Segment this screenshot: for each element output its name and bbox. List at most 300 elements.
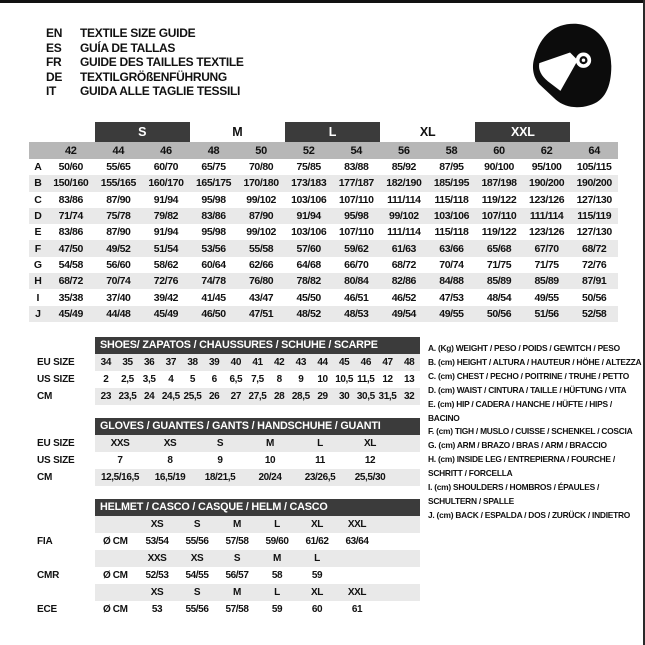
measure-row (29, 208, 618, 224)
measure-row (29, 257, 618, 273)
shoes-cell: 11,5 (357, 373, 375, 385)
measure-cell: 127/130 (576, 193, 612, 206)
measure-cell: 47/50 (58, 242, 83, 255)
measure-row (29, 289, 618, 305)
measure-cell: 71/75 (486, 258, 512, 271)
gloves-cell: L (317, 437, 323, 449)
measure-cell: 155/165 (100, 177, 136, 190)
helmet-size-cell: XS (150, 586, 164, 598)
helmet-size-cell: XXL (347, 518, 367, 530)
helmet-value-row (35, 567, 420, 584)
measure-cell: 41/45 (201, 291, 226, 304)
helmet-size-row-spacer (35, 584, 95, 601)
measure-cell: 37/40 (106, 291, 131, 304)
shoes-cell: 24,5 (161, 390, 180, 402)
gloves-cell: 20/24 (258, 471, 282, 483)
measure-cell: 62/66 (248, 258, 274, 271)
measure-cell: 68/72 (391, 258, 416, 271)
helmet-icon (523, 14, 619, 116)
row-letter: G (33, 258, 43, 271)
measure-cell: 45/49 (153, 307, 179, 320)
shoes-cell: 3,5 (142, 373, 156, 385)
measure-cell: 182/190 (386, 177, 422, 190)
language-code: EN (46, 26, 63, 40)
gloves-cell: 9 (217, 454, 223, 466)
language-code: DE (46, 69, 63, 84)
helmet-size-row (35, 550, 420, 567)
measure-cell: 95/98 (201, 193, 226, 206)
legend-item: H. (cm) INSIDE LEG / ENTREPIERNA / FOURCHE / SCHRITT / FORCELLA (428, 454, 615, 479)
measure-cell: 173/183 (291, 177, 327, 190)
gloves-cell: 8 (167, 454, 173, 466)
shoes-cell: 41 (252, 356, 263, 368)
letter-column-spacer (29, 142, 47, 159)
measure-cell: 111/114 (387, 226, 421, 239)
measure-cell: 115/118 (434, 193, 469, 206)
helmet-size-row-spacer (35, 516, 95, 533)
measure-cell: 79/82 (153, 210, 179, 223)
helmet-value-cell: 53/54 (145, 535, 169, 547)
shoes-cell: 39 (208, 356, 220, 368)
measure-cell: 87/90 (106, 226, 131, 239)
shoes-cell: 12 (382, 373, 393, 385)
gloves-row-cells (95, 435, 420, 452)
helmet-diam-label: Ø CM (103, 535, 128, 547)
main-table-body (29, 159, 618, 322)
shoes-cell: 36 (143, 356, 155, 368)
row-letter: F (34, 242, 42, 255)
measure-cell: 165/175 (195, 177, 232, 190)
measure-row (29, 224, 618, 240)
helmet-value-cell: 59/60 (265, 535, 289, 547)
language-label: GUÍA DE TALLAS (80, 40, 176, 55)
gloves-row-label: CM (37, 471, 53, 483)
measure-cell: 75/85 (296, 161, 321, 174)
measure-cell: 67/70 (534, 242, 559, 255)
language-label: GUIDA ALLE TAGLIE TESSILI (80, 84, 241, 99)
gloves-row (35, 452, 420, 469)
helmet-value-cells (95, 533, 420, 550)
helmet-size-cells (95, 516, 420, 533)
measure-cell: 43/47 (248, 291, 274, 304)
shoes-cell: 31,5 (378, 390, 397, 402)
shoes-cell: 10,5 (335, 373, 354, 385)
helmet-size-cell: S (193, 518, 201, 530)
helmet-size-cell: M (233, 586, 241, 598)
measure-cell: 71/75 (534, 258, 559, 271)
shoes-cell: 29 (317, 390, 328, 402)
size-header-cell: 48 (207, 144, 220, 157)
helmet-value-row (35, 601, 420, 618)
measure-cell: 82/86 (391, 275, 416, 288)
measure-cell: 78/82 (296, 275, 321, 288)
shoes-row-cells (95, 371, 420, 388)
size-header-cell: 58 (445, 144, 458, 157)
gloves-cell: 11 (315, 454, 325, 466)
measure-cell: 119/122 (481, 193, 517, 206)
measure-cell: 80/84 (344, 275, 369, 288)
row-letter: D (34, 210, 42, 223)
measure-cell: 74/78 (201, 275, 226, 288)
helmet-size-cell: L (314, 552, 320, 564)
measure-cell: 105/115 (576, 161, 612, 174)
measure-cell: 83/88 (344, 161, 369, 174)
size-header-cell: 44 (112, 144, 125, 157)
shoes-row-label: US SIZE (37, 373, 75, 385)
helmet-org-label: ECE (37, 603, 57, 615)
measure-cell: 53/56 (201, 242, 226, 255)
measure-cell: 60/64 (201, 258, 226, 271)
shoes-cell: 48 (403, 356, 415, 368)
legend-item: F. (cm) TIGH / MUSLO / CUISSE / SCHENKEL / COSCIA (428, 426, 633, 437)
size-header-cell: 42 (64, 144, 77, 157)
measurement-legend (428, 342, 644, 627)
shoes-cell: 44 (317, 356, 328, 368)
helmet-size-cell: S (233, 552, 241, 564)
measure-cell: 44/48 (106, 307, 131, 320)
helmet-value-cell: 56/57 (225, 569, 249, 581)
measure-cell: 59/62 (344, 242, 369, 255)
measure-cell: 70/74 (439, 258, 464, 271)
gloves-row-cells (95, 452, 420, 469)
gloves-row (35, 435, 420, 452)
measure-cell: 68/72 (58, 275, 83, 288)
measure-cell: 170/180 (243, 177, 279, 190)
helmet-value-cell: 55/56 (185, 535, 209, 547)
measure-cell: 49/52 (106, 242, 131, 255)
helmet-value-cells (95, 601, 420, 618)
size-group-xxl: XXL (475, 122, 570, 142)
measure-cell: 72/76 (153, 275, 179, 288)
measure-cell: 58/62 (153, 258, 179, 271)
header (0, 0, 645, 122)
legend-item: J. (cm) BACK / ESPALDA / DOS / ZURÜCK / INDIETRO (428, 509, 631, 520)
measure-cell: 46/51 (344, 291, 369, 304)
measure-cell: 91/94 (153, 193, 179, 206)
gloves-row-cells (95, 469, 420, 486)
measure-cell: 150/160 (53, 177, 89, 190)
measure-cell: 107/110 (481, 210, 517, 223)
shoes-cell: 13 (403, 373, 415, 385)
helmet-value-cell: 59 (311, 569, 323, 581)
legend-item: B. (cm) HEIGHT / ALTURA / HAUTEUR / HÖHE / ALTEZZA (428, 356, 642, 367)
shoes-cell: 2,5 (121, 373, 134, 385)
helmet-value-cell: 52/53 (145, 569, 169, 581)
measure-cell: 48/53 (344, 307, 369, 320)
measure-cell: 91/94 (153, 226, 179, 239)
measure-cell: 66/70 (344, 258, 369, 271)
size-group-spacer (29, 122, 95, 142)
measure-cell: 107/110 (338, 193, 374, 206)
helmet-value-cell: 63/64 (345, 535, 369, 547)
shoes-cell: 27 (230, 390, 241, 402)
legend-item: E. (cm) HIP / CADERA / HANCHE / HÜFTE / HIPS / BACINO (428, 398, 612, 423)
shoes-cell: 10 (317, 373, 328, 385)
measure-cell: 39/42 (153, 291, 179, 304)
shoes-cell: 30 (338, 390, 350, 402)
measure-cell: 99/102 (246, 226, 276, 239)
measure-cell: 64/68 (296, 258, 321, 271)
gloves-cell: 12 (364, 454, 376, 466)
shoes-cell: 34 (100, 356, 111, 368)
measure-cell: 75/78 (106, 210, 131, 223)
measure-cell: 83/86 (58, 193, 83, 206)
shoes-cell: 28,5 (291, 390, 310, 402)
measure-cell: 35/38 (58, 291, 83, 304)
measure-cell: 119/122 (481, 226, 517, 239)
helmet-value-cell: 53 (151, 603, 163, 615)
gloves-cell: M (266, 437, 274, 449)
measure-cell: 103/106 (291, 226, 327, 239)
measure-cell: 72/76 (582, 258, 607, 271)
size-group-m: M (232, 125, 243, 139)
shoes-table (35, 337, 420, 405)
measure-cell: 65/68 (486, 242, 512, 255)
shoes-cell: 8 (276, 373, 282, 385)
shoes-cell: 30,5 (356, 390, 375, 402)
helmet-table (35, 499, 420, 618)
shoes-cell: 40 (230, 356, 241, 368)
measure-cell: 187/198 (481, 177, 517, 190)
helmet-diam-spacer (95, 516, 137, 533)
row-letter: J (35, 307, 41, 320)
size-header-cell: 60 (493, 144, 505, 157)
helmet-size-cell: XS (150, 518, 164, 530)
language-label: GUIDE DES TAILLES TEXTILE (80, 55, 244, 70)
row-letter: E (34, 226, 42, 239)
measure-cell: 71/74 (58, 210, 83, 223)
size-header-cell: 54 (350, 144, 363, 157)
shoes-cell: 7,5 (251, 373, 264, 385)
size-header-row (29, 142, 618, 159)
measure-row (29, 192, 618, 208)
gloves-row-label: US SIZE (37, 454, 75, 466)
shoes-row (35, 371, 420, 388)
shoes-cell: 37 (165, 356, 176, 368)
helmet-table-title: HELMET / CASCO / CASQUE / HELM / CASCO (95, 499, 420, 516)
measure-cell: 95/98 (201, 226, 226, 239)
helmet-size-cell: XL (311, 586, 323, 598)
measure-row (29, 306, 618, 322)
measure-cell: 76/80 (248, 275, 274, 288)
measure-cell: 84/88 (439, 275, 464, 288)
measure-cell: 123/126 (529, 226, 565, 239)
shoes-cell: 2 (103, 373, 109, 385)
size-group-s: S (95, 122, 190, 142)
legend-item: C. (cm) CHEST / PECHO / POITRINE / TRUHE / PETTO (428, 370, 629, 381)
row-letter: B (34, 177, 42, 190)
gloves-cell: 23/26,5 (304, 471, 336, 483)
language-code: IT (46, 84, 57, 99)
shoes-cell: 6 (211, 373, 217, 385)
measure-cell: 99/102 (389, 210, 419, 223)
legend-item: D. (cm) WAIST / CINTURA / TAILLE / HÜFTUNG / VITA (428, 384, 627, 395)
measure-cell: 90/100 (484, 161, 514, 174)
measure-cell: 83/86 (58, 226, 83, 239)
legend-item: G. (cm) ARM / BRAZO / BRAS / ARM / BRACCIO (428, 440, 607, 451)
helmet-value-cell: 60 (311, 603, 323, 615)
measure-cell: 115/119 (577, 210, 612, 223)
shoes-row (35, 354, 420, 371)
gloves-cell: 7 (117, 454, 123, 466)
helmet-value-cell: 58 (271, 569, 283, 581)
helmet-size-cell: M (233, 518, 241, 530)
language-code: FR (46, 55, 62, 70)
shoes-cell: 27,5 (248, 390, 267, 402)
row-letter: C (34, 193, 42, 206)
shoes-cell: 5 (189, 373, 196, 385)
measure-row (29, 175, 618, 191)
measure-cell: 95/98 (344, 210, 369, 223)
gloves-cell: 10 (264, 454, 276, 466)
measure-cell: 51/56 (534, 307, 559, 320)
language-label: TEXTILE SIZE GUIDE (80, 26, 196, 40)
left-tables (35, 337, 420, 627)
shoes-cell: 6,5 (229, 373, 243, 385)
helmet-value-cell: 57/58 (225, 603, 249, 615)
shoes-cell: 4 (168, 373, 174, 385)
gloves-table-rows (35, 435, 420, 486)
helmet-diam-label: Ø CM (103, 603, 128, 615)
shoes-row-label: CM (37, 390, 53, 402)
measure-cell: 87/91 (582, 275, 607, 288)
measure-cell: 60/70 (153, 161, 179, 174)
measure-cell: 49/55 (439, 307, 464, 320)
measure-cell: 68/72 (582, 242, 607, 255)
measure-cell: 85/92 (391, 161, 416, 174)
measure-cell: 52/58 (582, 307, 607, 320)
helmet-diam-spacer (95, 550, 137, 567)
measure-cell: 123/126 (529, 193, 565, 206)
helmet-size-cell: XXS (147, 552, 167, 564)
helmet-size-cell: XXL (347, 586, 367, 598)
shoes-table-title: SHOES/ ZAPATOS / CHAUSSURES / SCHUHE / SCARPE (95, 337, 420, 354)
gloves-row-label: EU SIZE (37, 437, 75, 449)
textile-size-table (29, 122, 618, 322)
shoes-cell: 28 (273, 390, 285, 402)
shoes-cell: 35 (122, 356, 133, 368)
gloves-cell: XS (163, 437, 177, 449)
language-code: ES (46, 40, 62, 55)
measure-cell: 63/66 (439, 242, 464, 255)
gloves-cell: 18/21,5 (204, 471, 236, 483)
measure-cell: 190/200 (576, 177, 612, 190)
measure-cell: 57/60 (296, 242, 321, 255)
shoes-cell: 24 (143, 390, 155, 402)
helmet-size-cells (95, 584, 420, 601)
helmet-value-cell: 61 (351, 603, 363, 615)
size-header-cell: 50 (255, 144, 267, 157)
measure-cell: 47/53 (439, 291, 464, 304)
size-header-cell: 62 (540, 144, 553, 157)
measure-cell: 85/89 (486, 275, 512, 288)
measure-cell: 46/50 (201, 307, 226, 320)
measure-cell: 160/170 (148, 177, 184, 190)
shoes-cell: 23,5 (118, 390, 137, 402)
measure-cell: 70/80 (248, 161, 274, 174)
shoes-cell: 45 (338, 356, 350, 368)
shoes-row-cells (95, 354, 420, 371)
gloves-cell: 16,5/19 (154, 471, 186, 483)
shoes-cell: 43 (295, 356, 306, 368)
helmet-size-cell: S (193, 586, 201, 598)
gloves-table (35, 418, 420, 486)
helmet-value-cells (95, 567, 420, 584)
measure-cell: 55/65 (106, 161, 131, 174)
shoes-cell: 26 (208, 390, 220, 402)
helmet-table-rows (35, 516, 420, 618)
helmet-org-label: CMR (37, 569, 60, 581)
size-group-xl: XL (419, 125, 436, 139)
legend-item: A. (Kg) WEIGHT / PESO / POIDS / GEWITCH / PESO (428, 342, 620, 353)
size-header-cell: 56 (398, 144, 410, 157)
measure-cell: 115/118 (434, 226, 469, 239)
helmet-size-row (35, 516, 420, 533)
helmet-value-cell: 54/55 (185, 569, 209, 581)
lower-section (35, 337, 645, 627)
measure-cell: 50/56 (486, 307, 512, 320)
measure-cell: 61/63 (391, 242, 416, 255)
row-letter: I (36, 291, 40, 304)
measure-cell: 48/54 (486, 291, 512, 304)
shoes-cell: 23 (100, 390, 111, 402)
measure-cell: 55/58 (248, 242, 274, 255)
helmet-size-cell (337, 550, 377, 567)
shoes-cell: 46 (360, 356, 371, 368)
helmet-value-cell (337, 567, 377, 584)
shoes-row-label: EU SIZE (37, 356, 75, 368)
helmet-value-cell: 57/58 (225, 535, 249, 547)
helmet-diam-spacer (95, 584, 137, 601)
measure-cell: 185/195 (433, 177, 470, 190)
size-group-row (29, 122, 618, 142)
shoes-cell: 9 (298, 373, 304, 385)
measure-cell: 103/106 (291, 193, 327, 206)
measure-cell: 46/52 (391, 291, 416, 304)
helmet-value-cell: 55/56 (185, 603, 209, 615)
measure-cell: 91/94 (296, 210, 321, 223)
row-letter: A (34, 161, 42, 174)
gloves-cell: XXS (110, 437, 130, 449)
size-header-cell: 64 (588, 144, 601, 157)
shoes-table-rows (35, 354, 420, 405)
measure-cell: 48/52 (296, 307, 321, 320)
helmet-value-row (35, 533, 420, 550)
shoes-cell: 25,5 (183, 390, 202, 402)
shoes-row (35, 388, 420, 405)
size-group-spacer (570, 122, 618, 142)
legend-item: I. (cm) SHOULDERS / HOMBROS / ÉPAULES / SCHULTERN / SPALLE (428, 482, 600, 506)
gloves-cell: S (216, 437, 224, 449)
measure-cell: 85/89 (534, 275, 559, 288)
measure-cell: 45/49 (58, 307, 83, 320)
measure-cell: 70/74 (106, 275, 131, 288)
helmet-value-cell: 59 (271, 603, 283, 615)
measure-row (29, 159, 618, 175)
measure-cell: 95/100 (531, 161, 562, 174)
gloves-cell: 25,5/30 (354, 471, 386, 483)
measure-cell: 111/114 (529, 210, 564, 223)
helmet-size-cell: XL (311, 518, 323, 530)
shoes-cell: 42 (273, 356, 285, 368)
measure-cell: 107/110 (338, 226, 374, 239)
helmet-size-row-spacer (35, 550, 95, 567)
shoes-row-cells (95, 388, 420, 405)
measure-cell: 51/54 (153, 242, 179, 255)
helmet-size-cell: L (274, 586, 280, 598)
measure-cell: 49/55 (534, 291, 559, 304)
measure-cell: 190/200 (529, 177, 565, 190)
